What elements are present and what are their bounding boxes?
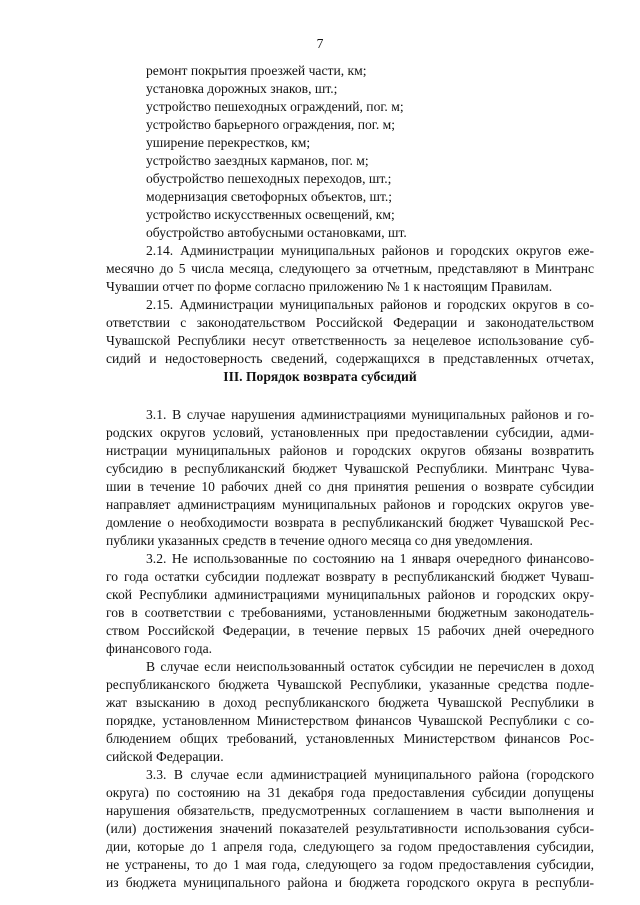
list-item: устройство искусственных освещений, км; (146, 207, 395, 222)
paragraph-line: порядке, установленном Министерством финансов Чувашской Республики с со- (106, 713, 594, 728)
paragraph-line: нистрации муниципальных районов и городских округов обязаны возвратить (106, 443, 594, 458)
paragraph-line: шии в течение 10 рабочих дней со дня принятия решения о возврате субсидии (106, 479, 594, 494)
list-item: ремонт покрытия проезжей части, км; (146, 63, 367, 78)
paragraph-line: гов в соответствии с требованиями, установленными бюджетным законодатель- (106, 605, 594, 620)
paragraph-line: месячно до 5 числа месяца, следующего за отчетным, представляют в Минтранс (106, 261, 594, 276)
paragraph-line: (или) достижения значений показателей результативности использования субси- (106, 821, 594, 836)
paragraph-line: ответствии с законодательством Российской Федерации и законодательством (106, 315, 594, 330)
paragraph-line: 3.3. В случае если администрацией муниципального района (городского (146, 767, 594, 782)
paragraph-line: жат взысканию в доход республиканского бюджета Чувашской Республики в (106, 695, 594, 710)
paragraph-line: финансового года. (106, 641, 213, 656)
paragraph-line: Чувашии отчет по форме согласно приложению № 1 к настоящим Правилам. (106, 279, 553, 294)
paragraph-line: 3.2. Не использованные по состоянию на 1 января очередного финансово- (146, 551, 594, 566)
paragraph-line: Чувашской Республики несут ответственность за нецелевое использование суб- (106, 333, 594, 348)
paragraph-line: В случае если неиспользованный остаток субсидии не перечислен в доход (146, 659, 594, 674)
list-item: устройство заездных карманов, пог. м; (146, 153, 369, 168)
paragraph-line: сийской Федерации. (106, 749, 224, 764)
paragraph-line: дии, которые до 1 апреля года, следующего за годом предоставления субсидии, (106, 839, 594, 854)
paragraph-line: из бюджета муниципального района и бюджета городского округа в республи- (106, 875, 594, 890)
paragraph-line: субсидию в республиканский бюджет Чувашской Республики. Минтранс Чува- (106, 461, 594, 476)
paragraph-line: 2.14. Администрации муниципальных районов и городских округов еже- (146, 243, 594, 258)
paragraph-line: домление о необходимости возврата в республиканский бюджет Чувашской Рес- (106, 515, 594, 530)
list-item: модернизация светофорных объектов, шт.; (146, 189, 393, 204)
paragraph-line: 3.1. В случае нарушения администрациями муниципальных районов и го- (146, 407, 594, 422)
paragraph-line: блюдением общих требований, установленных Министерством финансов Рос- (106, 731, 594, 746)
list-item: устройство барьерного ограждения, пог. м; (146, 117, 396, 132)
paragraph-line: ством Российской Федерации, в течение первых 15 рабочих дней очередного (106, 623, 594, 638)
paragraph-line: направляет администрациям муниципальных районов и городских округов уве- (106, 497, 594, 512)
list-item: установка дорожных знаков, шт.; (146, 81, 338, 96)
paragraph-line: сидий и недостоверность сведений, содержащихся в представленных отчетах, (106, 351, 594, 366)
paragraph-line: го года остатки субсидии подлежат возврату в республиканский бюджет Чуваш- (106, 569, 594, 584)
paragraph-line: родских округов условий, установленных при предоставлении субсидии, адми- (106, 425, 594, 440)
paragraph-line: не устранены, то до 1 мая года, следующего за годом предоставления субсидии, (106, 857, 594, 872)
paragraph-line: округа) по состоянию на 31 декабря года предоставления субсидии допущены (106, 785, 594, 800)
list-item: обустройство пешеходных переходов, шт.; (146, 171, 392, 186)
section-heading: III. Порядок возврата субсидий (223, 369, 417, 384)
paragraph-line: 2.15. Администрации муниципальных районов и городских округов в со- (146, 297, 594, 312)
paragraph-line: нарушения обязательств, предусмотренных соглашением в части выполнения и (106, 803, 594, 818)
paragraph-line: республиканского бюджета Чувашской Республики, указанные средства подле- (106, 677, 594, 692)
paragraph-line: публики указанных средств в течение одного месяца со дня уведомления. (106, 533, 533, 548)
list-item: уширение перекрестков, км; (146, 135, 311, 150)
paragraph-line: ской Республики администрациями муниципальных районов и городских окру- (106, 587, 594, 602)
list-item: обустройство автобусными остановками, шт. (146, 225, 407, 240)
list-item: устройство пешеходных ограждений, пог. м; (146, 99, 404, 114)
page-number: 7 (316, 36, 324, 51)
